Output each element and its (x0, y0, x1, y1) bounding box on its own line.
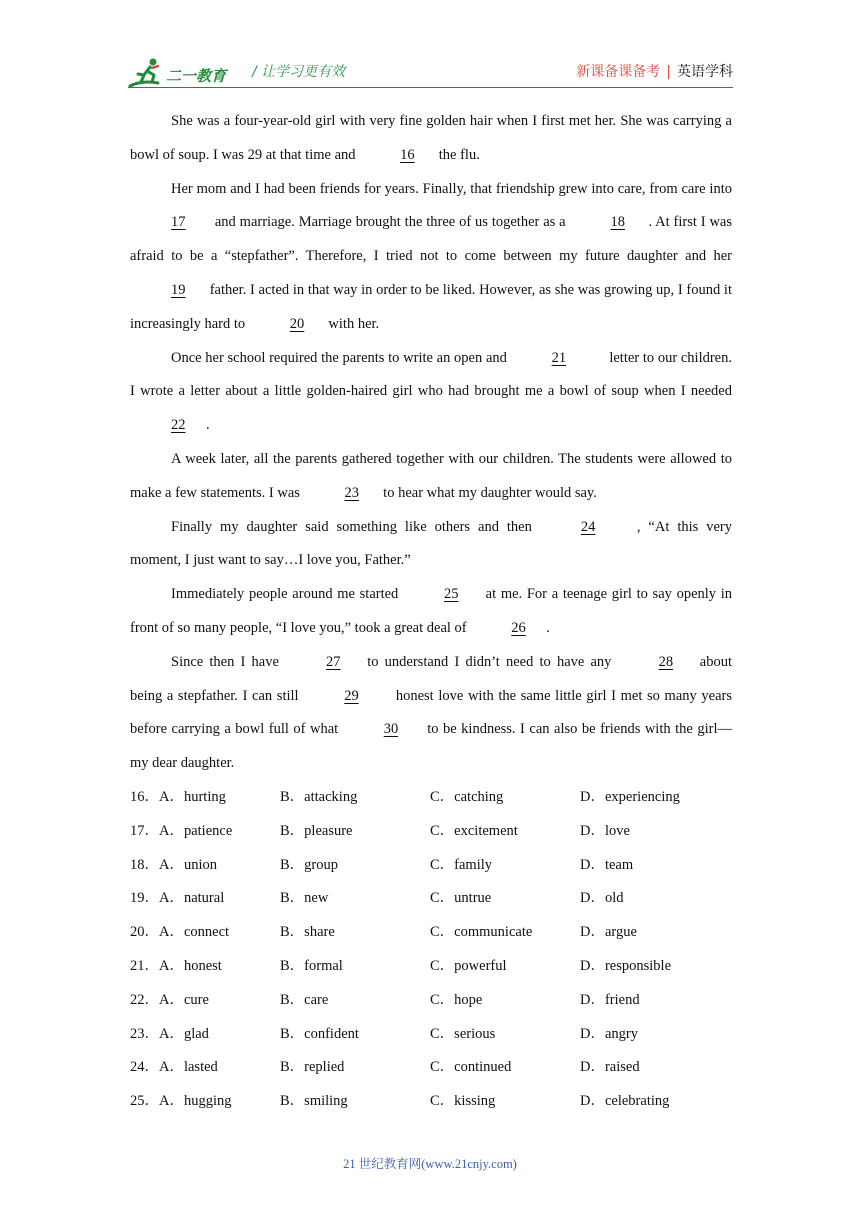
option-row-18 (130, 849, 732, 883)
option-d: D．old (580, 890, 624, 907)
passage-text: to understand I didn’t need to have any (361, 653, 618, 670)
option-row-24 (130, 1051, 732, 1085)
option-b: B．care (280, 991, 329, 1008)
cloze-passage (130, 105, 732, 781)
option-d: D．celebrating (580, 1093, 670, 1110)
answer-options (130, 781, 732, 1119)
header-divider (128, 87, 733, 88)
header-right (576, 61, 733, 81)
blank-30: 30 (383, 721, 399, 738)
option-c: C．kissing (430, 1093, 496, 1110)
passage-text: Her mom and I had been friends for years. Finally, that friendship grew into care, from care into (171, 180, 732, 197)
header-series-label: 新课备课备考 (576, 64, 661, 80)
blank-16: 16 (400, 146, 415, 163)
option-c: C．powerful (430, 957, 507, 974)
option-d: D．friend (580, 991, 640, 1008)
passage-text: about being a stepfather. I can still (130, 653, 732, 704)
option-d: D．love (580, 822, 630, 839)
blank-20: 20 (289, 315, 305, 332)
passage-text: Immediately people around me started (171, 586, 403, 603)
option-c: C．untrue (430, 890, 492, 907)
logo-text: 二一教育 (166, 67, 227, 85)
passage-text: . (206, 417, 210, 434)
option-b: B．smiling (280, 1093, 348, 1110)
passage-text: Since then I have (171, 653, 286, 670)
option-b: B．attacking (280, 789, 358, 805)
paragraph-1 (130, 105, 732, 173)
passage-text: , “At this very moment, I just want to say…I love you, Father.” (130, 518, 732, 569)
passage-text: . (546, 619, 550, 636)
option-d: D．experiencing (580, 789, 680, 805)
option-b: B．share (280, 924, 335, 941)
option-c: C．catching (430, 789, 504, 805)
option-a: 18．A．union (130, 856, 217, 873)
option-a: 21．A．honest (130, 957, 222, 974)
option-a: 22．A．cure (130, 991, 209, 1008)
option-row-23 (130, 1018, 732, 1052)
blank-27: 27 (326, 653, 341, 670)
passage-text: letter to our children. I wrote a letter about a little golden-haired girl who had brought me a bowl of soup when I needed (130, 349, 732, 400)
passage-text: father. I acted in that way in order to be liked. However, as she was growing up, I found it increasingly hard to (130, 281, 732, 332)
brand-logo (128, 56, 238, 90)
paragraph-7 (130, 646, 732, 781)
blank-23: 23 (344, 484, 360, 501)
option-row-25 (130, 1085, 732, 1119)
paragraph-5 (130, 511, 732, 579)
option-a: 17．A．patience (130, 822, 233, 839)
option-a: 25．A．hugging (130, 1093, 232, 1110)
option-c: C．communicate (430, 924, 533, 941)
blank-29: 29 (344, 687, 359, 704)
passage-text: She was a four-year-old girl with very fine golden hair when I first met her. She was carrying a bowl of soup. I was 29 at that time and (130, 113, 732, 163)
option-d: D．responsible (580, 957, 672, 974)
running-figure-icon (128, 56, 168, 90)
blank-18: 18 (610, 214, 625, 231)
passage-text: . At first I was afraid to be a “stepfather”. Therefore, I tried not to come between my future daughter and her (130, 214, 733, 265)
option-b: B．replied (280, 1059, 345, 1076)
option-c: C．continued (430, 1059, 512, 1076)
paragraph-2 (130, 173, 732, 342)
option-a: 19．A．natural (130, 890, 225, 907)
option-b: B．group (280, 856, 338, 873)
passage-text: A week later, all the parents gathered together with our children. The students were allowed to make a few statements. I was (130, 450, 732, 501)
option-row-20 (130, 916, 732, 950)
paragraph-4 (130, 443, 732, 511)
option-a: 16．A．hurting (130, 789, 226, 805)
option-row-22 (130, 984, 732, 1018)
header-subject-label: 英语学科 (677, 64, 733, 80)
passage-text: at me. For a teenage girl to say openly in front of so many people, “I love you,” took a great deal of (130, 586, 733, 636)
slogan: / 让学习更有效 (252, 64, 346, 80)
blank-25: 25 (444, 586, 459, 603)
header-separator: | (666, 64, 671, 80)
paragraph-6 (130, 578, 732, 646)
option-row-21 (130, 950, 732, 984)
option-d: D．raised (580, 1059, 640, 1076)
option-row-16 (130, 781, 732, 815)
passage-text: with her. (324, 315, 380, 332)
passage-text: and marriage. Marriage brought the three of us together as a (211, 214, 570, 231)
passage-text: to hear what my daughter would say. (379, 484, 597, 501)
option-d: D．argue (580, 924, 637, 941)
option-c: C．family (430, 856, 493, 873)
passage-text: Once her school required the parents to write an open and (171, 349, 511, 366)
option-row-19 (130, 882, 732, 916)
option-c: C．hope (430, 991, 483, 1008)
blank-21: 21 (551, 349, 567, 366)
option-b: B．pleasure (280, 822, 353, 839)
passage-text: the flu. (435, 146, 480, 163)
option-a: 20．A．connect (130, 924, 230, 941)
blank-24: 24 (580, 518, 596, 535)
passage-text: Finally my daughter said something like others and then (171, 518, 540, 535)
blank-19: 19 (171, 281, 186, 298)
page-footer[interactable]: 21 世纪教育网(www.21cnjy.com) (343, 1157, 517, 1171)
blank-28: 28 (658, 653, 674, 670)
option-row-17 (130, 815, 732, 849)
option-c: C．excitement (430, 822, 518, 839)
blank-22: 22 (171, 417, 186, 434)
option-b: B．confident (280, 1025, 359, 1042)
blank-26: 26 (511, 619, 526, 636)
blank-17: 17 (171, 214, 186, 231)
passage-text: honest love with the same little girl I met so many years before carrying a bowl full of what (130, 687, 732, 738)
option-d: D．team (580, 856, 634, 873)
passage-text: to be kindness. I can also be friends with the girl—my dear daughter. (130, 721, 732, 772)
option-a: 24．A．lasted (130, 1059, 218, 1076)
option-c: C．serious (430, 1025, 496, 1042)
option-a: 23．A．glad (130, 1025, 209, 1042)
option-b: B．new (280, 890, 329, 907)
option-d: D．angry (580, 1025, 638, 1042)
paragraph-3 (130, 342, 732, 443)
option-b: B．formal (280, 957, 343, 974)
